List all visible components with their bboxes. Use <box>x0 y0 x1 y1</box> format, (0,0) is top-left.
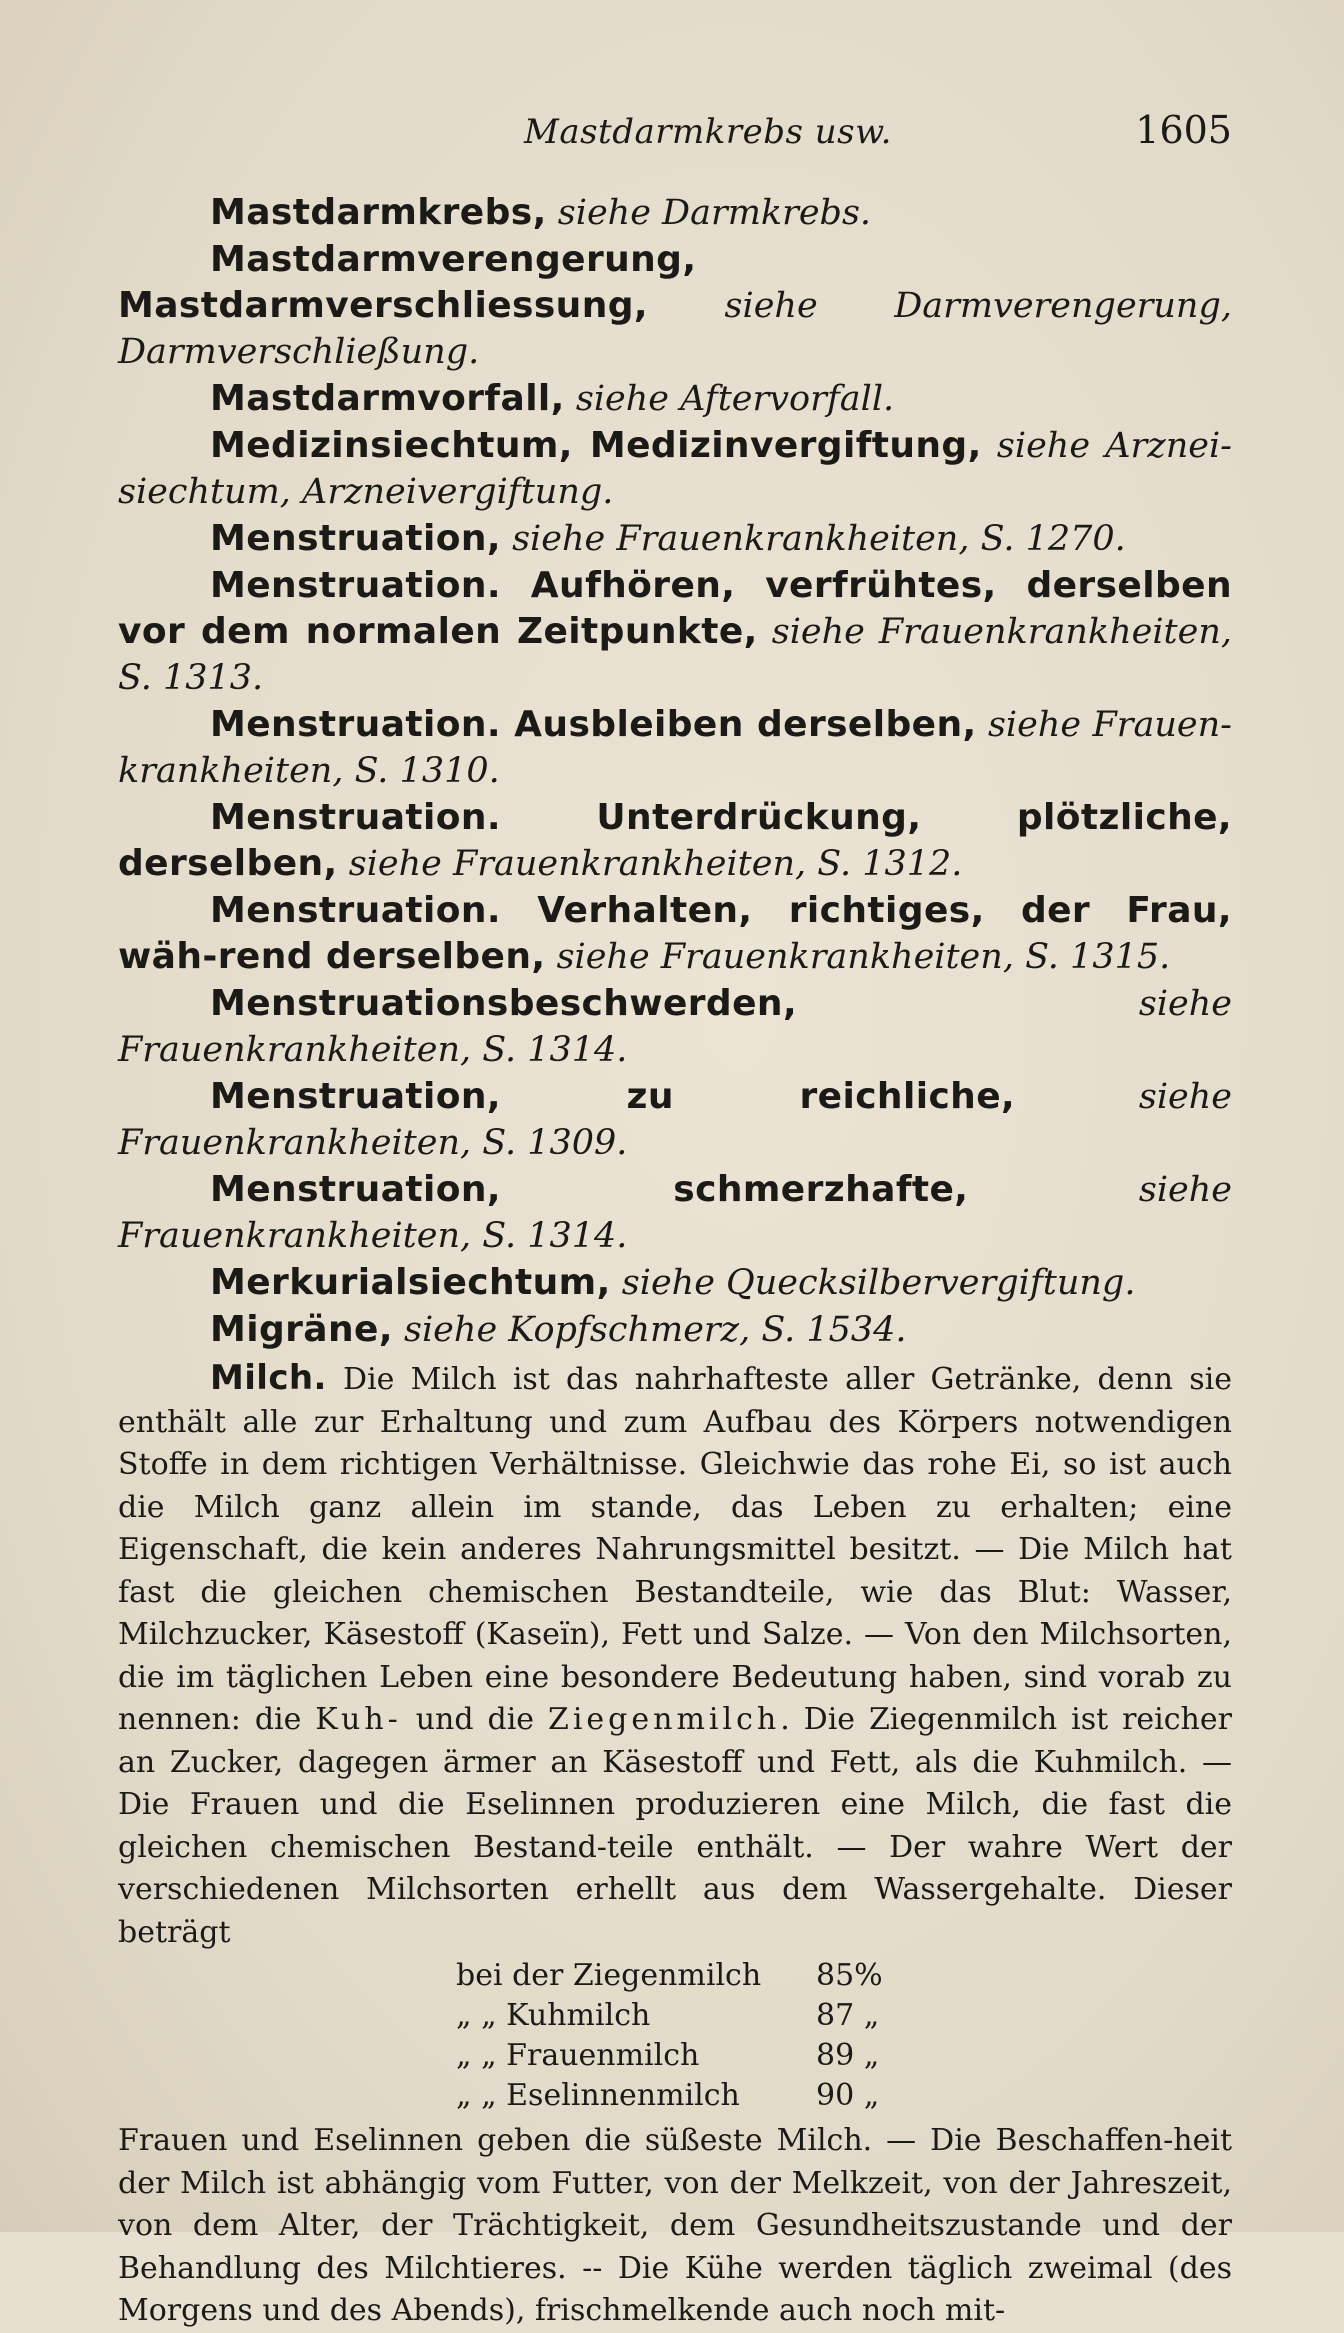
running-head: Mastdarmkrebs usw. <box>524 112 892 152</box>
entry-head: Mastdarmkrebs, <box>210 192 547 233</box>
entry-reference: siehe Arznei-siechtum, Arzneivergiftung. <box>118 426 1232 512</box>
table-label: „ „ Kuhmilch <box>456 1998 651 2033</box>
table-value: 89 „ <box>816 2038 880 2073</box>
entry-reference: siehe Darmverengerung, Darmverschließung. <box>118 286 1232 372</box>
entry-reference: siehe Frauenkrankheiten, S. 1309. <box>118 1077 1232 1163</box>
entry-head: Merkurialsiechtum, <box>210 1262 611 1303</box>
article-emphasis: Ziegenmilch <box>547 1702 781 1737</box>
article-milch <box>118 1357 1232 1954</box>
page-number: 1605 <box>1135 108 1232 152</box>
entry-mastdarmvorfall <box>118 376 1232 422</box>
entry-menstruation-ausbleiben <box>118 702 1232 794</box>
article-text: Die Milch ist das nahrhafteste aller Getränke, denn sie enthält alle zur Erhaltung und zum Aufbau des Körpers notwendigen Stoffe in dem richtigen Verhältnisse. Gleichwie das rohe Ei, so ist auch die Milch ganz allein im stande, das Leben zu erhalten; eine Eigenschaft, die kein anderes Nahrungsmittel besitzt. — Die Milch hat fast die gleichen chemischen Bestandteile, wie das Blut: Wasser, Milchzucker, Käsestoff (Kaseïn), Fett und Salze. — Von den Milchsorten, die im täglichen Leben eine besondere Bedeutung haben, sind vorab zu nennen: die <box>118 1362 1232 1737</box>
page-content <box>118 190 1232 2333</box>
entry-mastdarmkrebs <box>118 190 1232 236</box>
entry-head: Migräne, <box>210 1309 393 1350</box>
entry-reference: siehe Frauenkrankheiten, S. 1312. <box>337 844 963 884</box>
entry-head: Mastdarmvorfall, <box>210 378 565 419</box>
entry-head: Mastdarmverengerung, Mastdarmverschliessung, <box>118 239 697 326</box>
water-content-table <box>456 1956 1232 2116</box>
entry-reference: siehe Aftervorfall. <box>564 379 895 419</box>
entry-head: Menstruation. Ausbleiben derselben, <box>210 704 977 745</box>
entry-reference: siehe Frauenkrankheiten, S. 1270. <box>500 519 1126 559</box>
entry-menstruation-unterdrueckung <box>118 795 1232 887</box>
entry-head: Menstruation. Verhalten, richtiges, der Frau, wäh-rend derselben, <box>118 890 1232 977</box>
entry-head: Menstruation. Unterdrückung, plötzliche, derselben, <box>118 797 1232 884</box>
entry-medizinsiechtum <box>118 423 1232 515</box>
entry-head: Menstruation. Aufhören, verfrühtes, derselben vor dem normalen Zeitpunkte, <box>118 565 1232 652</box>
table-value: 87 „ <box>816 1998 880 2033</box>
entry-reference: siehe Darmkrebs. <box>546 193 872 233</box>
article-text: und die <box>401 1702 548 1737</box>
entry-mastdarmverengerung <box>118 237 1232 375</box>
article-head: Milch. <box>210 1358 327 1398</box>
entry-menstruation-verhalten <box>118 888 1232 980</box>
entry-head: Menstruation, schmerzhafte, <box>210 1169 969 1210</box>
entry-head: Menstruationsbeschwerden, <box>210 983 798 1024</box>
article-emphasis: Kuh- <box>315 1702 402 1737</box>
entry-reference: siehe Frauenkrankheiten, S. 1314. <box>118 1170 1232 1256</box>
entry-reference: siehe Frauenkrankheiten, S. 1314. <box>118 984 1232 1070</box>
table-label: „ „ Eselinnenmilch <box>456 2078 740 2113</box>
table-label: „ „ Frauenmilch <box>456 2038 700 2073</box>
entry-head: Medizinsiechtum, Medizinvergiftung, <box>210 425 982 466</box>
article-milch-continued: Frauen und Eselinnen geben die süßeste Milch. — Die Beschaffen-heit der Milch ist abhängig vom Futter, von der Melkzeit, von der Jahreszeit, von dem Alter, der Trächtigkeit, dem Gesundheitszustande und der Behandlung des Milchtieres. -- Die Kühe werden täglich zweimal (des Morgens und des Abends), frischmelkende auch noch mit- <box>118 2123 1232 2328</box>
entry-merkurialsiechtum <box>118 1260 1232 1306</box>
table-value: 90 „ <box>816 2078 880 2113</box>
table-row <box>456 2076 1232 2116</box>
article-text: . Die Ziegenmilch ist reicher an Zucker, dagegen ärmer an Käsestoff und Fett, als die Kuhmilch. — Die Frauen und die Eselinnen produzieren eine Milch, die fast die gleichen chemischen Bestand-teile enthält. — Der wahre Wert der verschiedenen Milchsorten erhellt aus dem Wassergehalte. Dieser beträgt <box>118 1702 1232 1950</box>
entry-menstruation <box>118 516 1232 562</box>
table-row <box>456 1956 1232 1996</box>
entry-menstruation-reichliche <box>118 1074 1232 1166</box>
entry-reference: siehe Frauenkrankheiten, S. 1313. <box>118 612 1232 698</box>
entry-reference: siehe Frauen-krankheiten, S. 1310. <box>118 705 1232 791</box>
entry-head: Menstruation, <box>210 518 501 559</box>
entry-reference: siehe Frauenkrankheiten, S. 1315. <box>545 937 1171 977</box>
entry-reference: siehe Quecksilbervergiftung. <box>610 1263 1136 1303</box>
page-header <box>118 108 1232 168</box>
table-value: 85% <box>816 1958 883 1993</box>
entry-reference: siehe Kopfschmerz, S. 1534. <box>392 1310 907 1350</box>
entry-menstruationsbeschwerden <box>118 981 1232 1073</box>
table-row <box>456 1996 1232 2036</box>
entry-menstruation-schmerzhafte <box>118 1167 1232 1259</box>
entry-head: Menstruation, zu reichliche, <box>210 1076 1016 1117</box>
table-label: bei der Ziegenmilch <box>456 1958 762 1993</box>
table-row <box>456 2036 1232 2076</box>
entry-menstruation-aufhoeren <box>118 563 1232 701</box>
entry-migraene <box>118 1307 1232 1353</box>
